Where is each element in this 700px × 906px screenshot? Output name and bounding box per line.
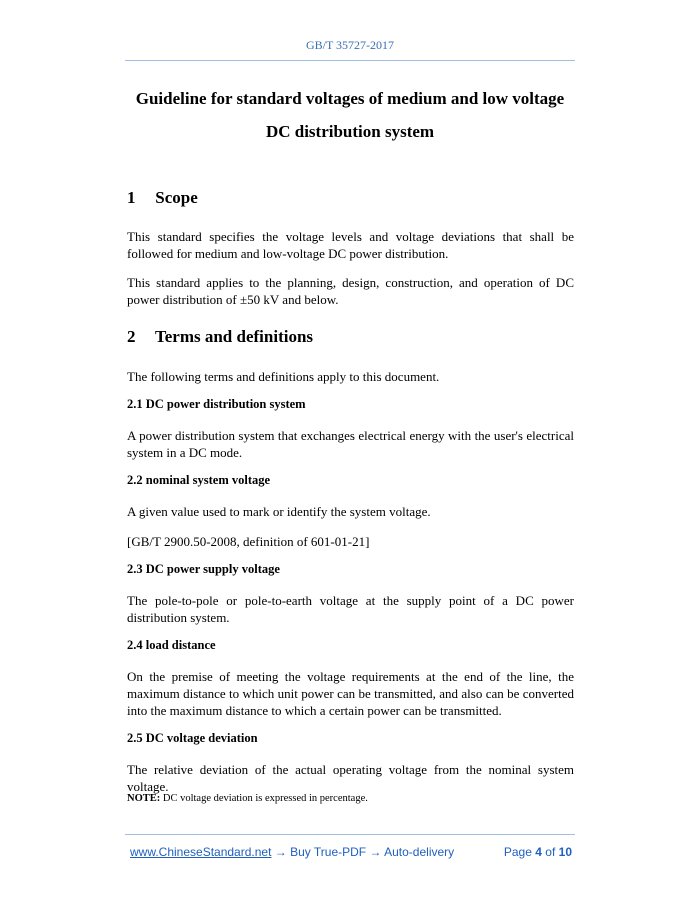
footer-divider xyxy=(125,834,575,835)
page-indicator xyxy=(504,845,572,859)
header-divider xyxy=(125,60,575,61)
term-definition-2-5: The relative deviation of the actual operating voltage from the nominal system voltage. xyxy=(127,762,574,794)
note xyxy=(127,793,368,804)
page-footer xyxy=(130,845,572,859)
term-heading-2-3: 2.3 DC power supply voltage xyxy=(127,562,280,576)
section-title: Scope xyxy=(155,188,198,207)
term-definition-2-1: A power distribution system that exchanges electrical energy with the user's electrical system in a DC mode. xyxy=(127,428,574,460)
term-definition-2-2: A given value used to mark or identify the system voltage. xyxy=(127,504,431,519)
term-definition-2-4: On the premise of meeting the voltage requirements at the end of the line, the maximum distance to which unit power can be transmitted, and also can be converted into the maximum distance to which a certain power can be transmitted. xyxy=(127,669,574,718)
term-heading-2-4: 2.4 load distance xyxy=(127,638,216,652)
term-heading-2-5: 2.5 DC voltage deviation xyxy=(127,731,258,745)
footer-promo: → Buy True-PDF → Auto-delivery xyxy=(274,845,455,859)
note-text: DC voltage deviation is expressed in percentage. xyxy=(162,793,368,804)
scope-paragraph-2: This standard applies to the planning, design, construction, and operation of DC power distribution of ±50 kV and below. xyxy=(127,275,574,307)
total-pages-number: 10 xyxy=(558,845,572,859)
website-link[interactable]: www.ChineseStandard.net xyxy=(130,845,272,859)
section-title: Terms and definitions xyxy=(154,327,314,346)
scope-paragraph-1: This standard specifies the voltage levels and voltage deviations that shall be followed for medium and low-voltage DC power distribution. xyxy=(127,229,574,261)
page-label: Page xyxy=(503,845,532,859)
current-page-number: 4 xyxy=(535,845,542,859)
section-heading-terms xyxy=(127,327,313,347)
document-title-line-2: DC distribution system xyxy=(265,122,435,141)
section-number: 1 xyxy=(127,188,136,207)
document-title-line-1: Guideline for standard voltages of medium and low voltage xyxy=(135,89,565,108)
section-heading-scope xyxy=(127,188,198,208)
of-label: of xyxy=(545,845,556,859)
note-label: NOTE: xyxy=(127,793,161,804)
term-heading-2-2: 2.2 nominal system voltage xyxy=(127,473,271,487)
term-definition-2-3: The pole-to-pole or pole-to-earth voltage at the supply point of a DC power distribution system. xyxy=(127,593,574,625)
terms-intro: The following terms and definitions apply to this document. xyxy=(127,369,440,384)
section-number: 2 xyxy=(127,327,136,346)
term-reference-2-2: [GB/T 2900.50-2008, definition of 601-01-21] xyxy=(127,534,370,549)
term-heading-2-1: 2.1 DC power distribution system xyxy=(127,397,306,411)
document-code-header: GB/T 35727-2017 xyxy=(305,38,395,52)
